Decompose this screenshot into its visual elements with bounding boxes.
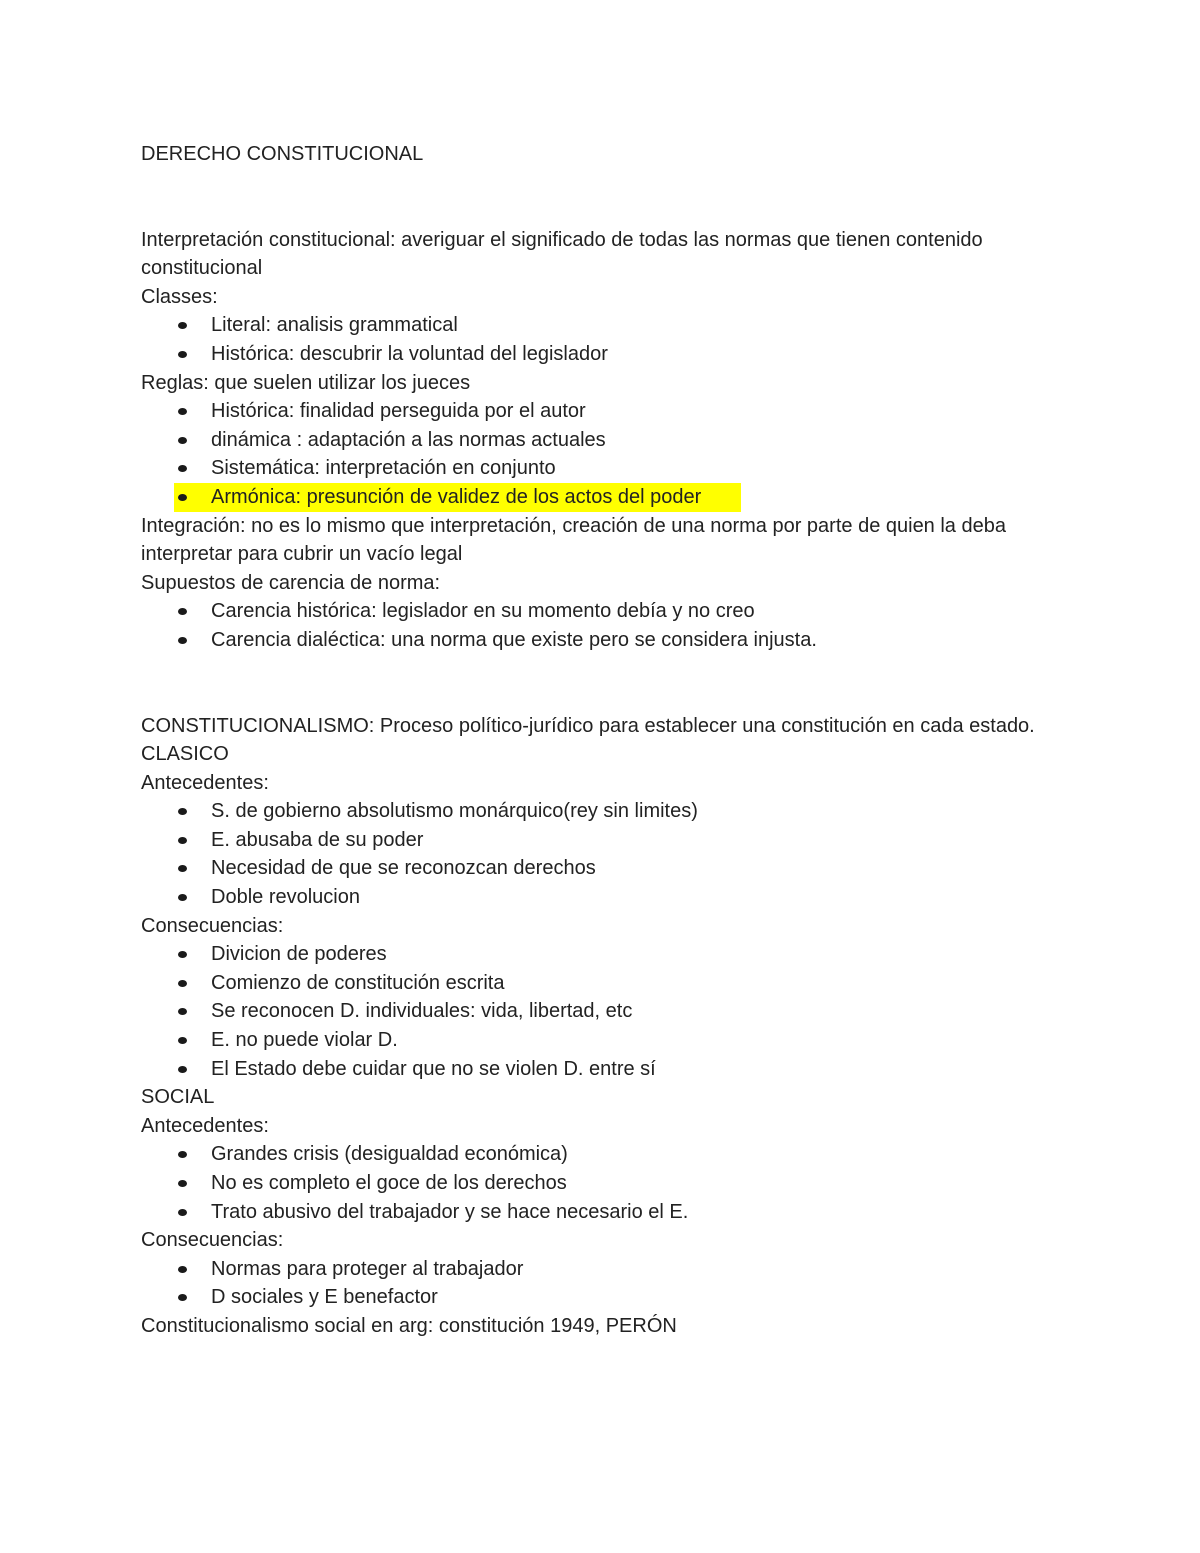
list-item: Divicion de poderes xyxy=(141,940,1061,969)
social-antecedentes-list xyxy=(141,1140,1061,1226)
list-item: D sociales y E benefactor xyxy=(141,1283,1061,1312)
list-item: Carencia histórica: legislador en su momento debía y no creo xyxy=(141,597,1061,626)
closing-line: Constitucionalismo social en arg: constitución 1949, PERÓN xyxy=(141,1314,677,1337)
bullet-icon xyxy=(178,1037,187,1044)
bullet-icon xyxy=(178,637,187,644)
highlighted-list-item: Armónica: presunción de validez de los actos del poder xyxy=(141,483,1061,512)
list-item: Histórica: descubrir la voluntad del legislador xyxy=(141,340,1061,369)
bullet-icon xyxy=(178,437,187,444)
bullet-icon xyxy=(178,1151,187,1158)
bullet-icon xyxy=(178,408,187,415)
bullet-icon xyxy=(178,980,187,987)
reglas-label: Reglas: que suelen utilizar los jueces xyxy=(141,371,471,394)
list-item: Carencia dialéctica: una norma que existe pero se considera injusta. xyxy=(141,626,1061,655)
bullet-icon xyxy=(178,608,187,615)
bullet-icon xyxy=(178,1209,187,1216)
classes-label: Classes: xyxy=(141,285,218,308)
blank-space xyxy=(141,655,1061,712)
document-title: DERECHO CONSTITUCIONAL xyxy=(141,143,424,165)
list-item: Doble revolucion xyxy=(141,883,1061,912)
bullet-icon xyxy=(178,1066,187,1073)
integracion-paragraph: Integración: no es lo mismo que interpretación, creación de una norma por parte de quien la deba interpretar para cubrir un vacío legal xyxy=(141,514,1006,566)
list-item: Trato abusivo del trabajador y se hace necesario el E. xyxy=(141,1198,1061,1227)
bullet-icon xyxy=(178,351,187,358)
consecuencias-label: Consecuencias: xyxy=(141,1229,284,1252)
list-item: Necesidad de que se reconozcan derechos xyxy=(141,854,1061,883)
list-item: E. abusaba de su poder xyxy=(141,826,1061,855)
list-item: Normas para proteger al trabajador xyxy=(141,1255,1061,1284)
list-item: Literal: analisis grammatical xyxy=(141,311,1061,340)
list-item: dinámica : adaptación a las normas actuales xyxy=(141,426,1061,455)
bullet-icon xyxy=(178,951,187,958)
list-item: El Estado debe cuidar que no se violen D. entre sí xyxy=(141,1055,1061,1084)
interpretacion-paragraph: Interpretación constitucional: averiguar el significado de todas las normas que tienen contenido constitucional xyxy=(141,228,983,280)
bullet-icon xyxy=(178,865,187,872)
bullet-icon xyxy=(178,837,187,844)
list-item: Grandes crisis (desigualdad económica) xyxy=(141,1140,1061,1169)
antecedentes-label: Antecedentes: xyxy=(141,1114,269,1137)
bullet-icon xyxy=(178,322,187,329)
list-item: Sistemática: interpretación en conjunto xyxy=(141,454,1061,483)
list-item: E. no puede violar D. xyxy=(141,1026,1061,1055)
bullet-icon xyxy=(178,1266,187,1273)
list-item: Se reconocen D. individuales: vida, libertad, etc xyxy=(141,997,1061,1026)
document-page xyxy=(141,140,1061,1341)
consecuencias-label: Consecuencias: xyxy=(141,914,284,937)
antecedentes-label: Antecedentes: xyxy=(141,771,269,794)
bullet-icon xyxy=(178,494,187,501)
reglas-list xyxy=(141,397,1061,511)
blank-space xyxy=(141,169,1061,226)
bullet-icon xyxy=(178,808,187,815)
constitucionalismo-paragraph: CONSTITUCIONALISMO: Proceso político-jurídico para establecer una constitución en cada estado. xyxy=(141,714,1035,737)
classes-list xyxy=(141,311,1061,368)
supuestos-label: Supuestos de carencia de norma: xyxy=(141,571,441,594)
supuestos-list xyxy=(141,597,1061,654)
bullet-icon xyxy=(178,894,187,901)
bullet-icon xyxy=(178,1180,187,1187)
bullet-icon xyxy=(178,1008,187,1015)
bullet-icon xyxy=(178,465,187,472)
list-item: S. de gobierno absolutismo monárquico(rey sin limites) xyxy=(141,797,1061,826)
bullet-icon xyxy=(178,1294,187,1301)
social-consecuencias-list xyxy=(141,1255,1061,1312)
social-heading: SOCIAL xyxy=(141,1086,215,1109)
list-item: Histórica: finalidad perseguida por el autor xyxy=(141,397,1061,426)
list-item: Comienzo de constitución escrita xyxy=(141,969,1061,998)
list-item: No es completo el goce de los derechos xyxy=(141,1169,1061,1198)
clasico-consecuencias-list xyxy=(141,940,1061,1083)
clasico-antecedentes-list xyxy=(141,797,1061,911)
clasico-heading: CLASICO xyxy=(141,743,229,766)
